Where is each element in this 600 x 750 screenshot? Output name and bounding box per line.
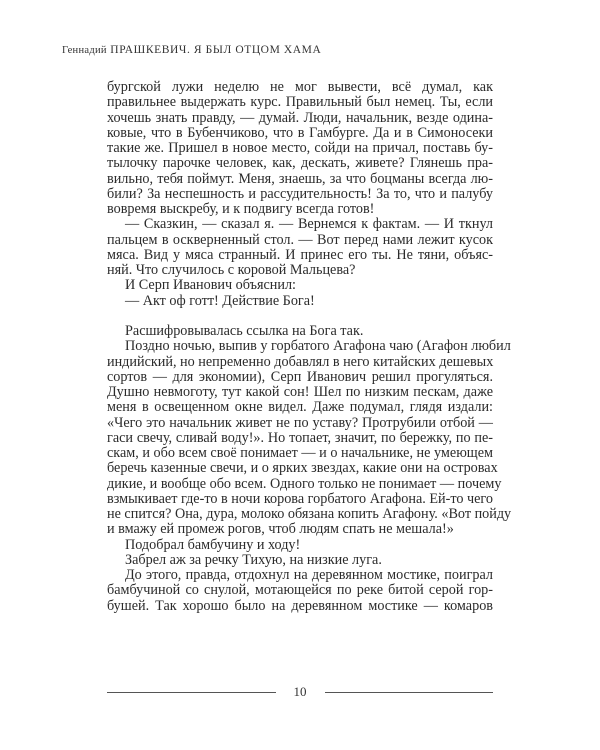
text-line: — Сказкин, — сказал я. — Вернемся к фактам. — И ткнул — [125, 216, 493, 233]
page-number: 10 — [293, 684, 307, 699]
text-line: беречь казенные свечи, и о ярких звездах, какие они на островах — [107, 460, 498, 477]
text-line: бургской лужи неделю не мог вывести, всё думал, как — [107, 79, 493, 95]
text-line: и вмажу ей промеж рогов, чтоб людям спать не мешала!» — [107, 521, 454, 538]
paragraph — [107, 553, 493, 568]
author-first-name: Геннадий — [62, 45, 107, 56]
text-line: Подобрал бамбучину и ходу! — [125, 536, 301, 553]
text-line: «Чего это начальник живет не по уставу? Протрубили отбой — — [107, 414, 493, 431]
text-line: До этого, правда, отдохнул на деревянном мостике, поиграл — [125, 567, 493, 583]
text-line: вильно, тебя поймут. Меня, знаешь, за что боцманы всегда лю- — [107, 170, 493, 187]
text-line: дикие, и вообще обо всем. Одного только не понимает — почему — [107, 475, 502, 492]
text-line: ковые, что в Бубенчиково, что в Гамбурге. Да и в Симоносеки — [107, 124, 493, 141]
footer-rule-right — [325, 692, 494, 693]
text-line: Забрел аж за речку Тихую, на низкие луга. — [125, 551, 382, 568]
footer-rule-left — [107, 692, 276, 693]
text-line: такие же. Пришел в новое место, сойди на причал, поставь бу- — [107, 140, 493, 156]
paragraph — [107, 324, 493, 339]
text-line: сортов — для экономии), Серп Иванович решил прогуляться. — [107, 368, 493, 385]
paragraph — [107, 80, 493, 217]
body-text — [107, 79, 512, 614]
text-line: няй. Что случилось с коровой Мальцева? — [107, 262, 356, 278]
text-line: индийский, но непременно добавлял в него китайских дешевых — [107, 353, 494, 370]
running-head — [62, 44, 321, 56]
paragraph — [107, 338, 512, 538]
text-line: — Акт оф готт! Действие Бога! — [125, 292, 315, 309]
text-line: Душно невмоготу, тут какой сон! Шел по низким пескам, даже — [107, 384, 493, 400]
text-line: мяса. Вид у мяса странный. И принес его ты. Не тяни, объяс- — [107, 246, 493, 263]
text-line: И Серп Иванович объяснил: — [125, 277, 296, 294]
text-line: пальцем в оскверненный стол. — Вот перед нами лежит кусок — [107, 231, 493, 248]
text-line: хочешь знать правду, — думай. Люди, начальник, везде одина- — [107, 109, 493, 126]
text-line: вовремя выскребу, и к подвигу всегда готов! — [107, 201, 375, 217]
paragraph — [107, 294, 493, 309]
text-line: Поздно ночью, выпив у горбатого Агафона чаю (Агафон любил — [125, 338, 511, 355]
text-line: не спится? Она, дура, молоко обязана копить Агафону. «Вот пойду — [107, 506, 512, 522]
text-line: Расшифровывалась ссылка на Бога так. — [125, 323, 364, 339]
paragraph-break — [107, 309, 493, 324]
text-line: меня в освещенном окне видел. Даже подумал, глядя издали: — [107, 399, 493, 416]
author-and-title: ПРАШКЕВИЧ. Я БЫЛ ОТЦОМ ХАМА — [110, 44, 322, 56]
paragraph — [107, 217, 493, 278]
text-line: бамбучиной со снулой, мотающейся по реке битой серой гор- — [107, 582, 493, 599]
paragraph — [107, 278, 493, 293]
paragraph — [107, 538, 493, 553]
page-footer — [107, 684, 493, 700]
text-line: тылочку парочке человек, как, дескать, живете? Глянешь пра- — [107, 155, 493, 172]
text-line: скам, и обо всем своё понимает — и о начальнике, не умеющем — [107, 445, 493, 461]
text-line: били? За неспешность и рассудительность! За то, что и палубу — [107, 185, 493, 202]
text-line: гаси свечу, сливай воду!». Но топает, значит, по бережку, по пе- — [107, 429, 493, 446]
text-line: бушей. Так хорошо было на деревянном мостике — комаров — [107, 597, 493, 614]
paragraph — [107, 568, 493, 614]
text-line: правильнее выдержать курс. Правильный был немец. Ты, если — [107, 94, 493, 111]
text-line: взмыкивает где-то в ночи корова горбатого Агафона. Ей-то чего — [107, 490, 493, 507]
